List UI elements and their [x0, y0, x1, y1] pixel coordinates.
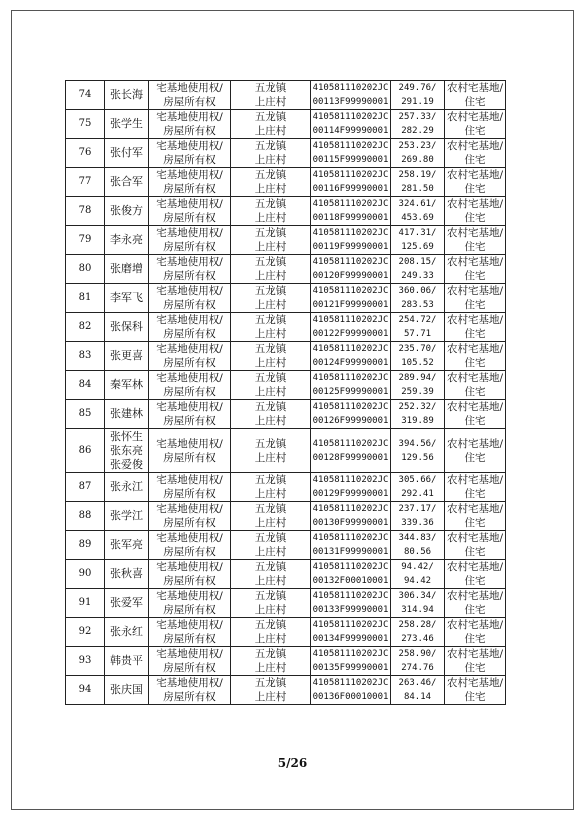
cell-parcel-code: 410581110202JC 00133F99990001: [311, 589, 391, 618]
cell-owner-name: 张更喜: [105, 342, 149, 371]
table-row: [66, 284, 506, 313]
table-row: [66, 342, 506, 371]
cell-owner-name: 张爱军: [105, 589, 149, 618]
cell-parcel-code: 410581110202JC 00131F99990001: [311, 531, 391, 560]
table-row: [66, 371, 506, 400]
table-row: [66, 110, 506, 139]
cell-right-type: 宅基地使用权/ 房屋所有权: [149, 197, 231, 226]
cell-right-type: 宅基地使用权/ 房屋所有权: [149, 618, 231, 647]
cell-area: 263.46/ 84.14: [391, 676, 445, 705]
cell-area: 237.17/ 339.36: [391, 502, 445, 531]
cell-owner-name: 张长海: [105, 81, 149, 110]
cell-location: 五龙镇 上庄村: [231, 647, 311, 676]
cell-right-type: 宅基地使用权/ 房屋所有权: [149, 255, 231, 284]
cell-owner-name: 张保科: [105, 313, 149, 342]
cell-right-type: 宅基地使用权/ 房屋所有权: [149, 139, 231, 168]
table-row: [66, 81, 506, 110]
cell-owner-name: 张合军: [105, 168, 149, 197]
cell-usage: 农村宅基地/ 住宅: [445, 676, 506, 705]
cell-parcel-code: 410581110202JC 00121F99990001: [311, 284, 391, 313]
cell-area: 258.90/ 274.76: [391, 647, 445, 676]
cell-location: 五龙镇 上庄村: [231, 531, 311, 560]
cell-number: 92: [66, 618, 105, 647]
cell-parcel-code: 410581110202JC 00124F99990001: [311, 342, 391, 371]
cell-area: 305.66/ 292.41: [391, 473, 445, 502]
cell-area: 254.72/ 57.71: [391, 313, 445, 342]
cell-location: 五龙镇 上庄村: [231, 429, 311, 473]
table-row: [66, 531, 506, 560]
cell-area: 94.42/ 94.42: [391, 560, 445, 589]
cell-number: 75: [66, 110, 105, 139]
cell-area: 235.70/ 105.52: [391, 342, 445, 371]
cell-number: 81: [66, 284, 105, 313]
cell-owner-name: 张付军: [105, 139, 149, 168]
cell-parcel-code: 410581110202JC 00129F99990001: [311, 473, 391, 502]
cell-area: 289.94/ 259.39: [391, 371, 445, 400]
cell-usage: 农村宅基地/ 住宅: [445, 560, 506, 589]
cell-location: 五龙镇 上庄村: [231, 81, 311, 110]
cell-owner-name: 李永亮: [105, 226, 149, 255]
cell-owner-name: 张永红: [105, 618, 149, 647]
cell-owner-name: 张永江: [105, 473, 149, 502]
cell-usage: 农村宅基地/ 住宅: [445, 81, 506, 110]
table-row: [66, 226, 506, 255]
cell-owner-name: 张庆国: [105, 676, 149, 705]
cell-usage: 农村宅基地/ 住宅: [445, 168, 506, 197]
cell-location: 五龙镇 上庄村: [231, 284, 311, 313]
cell-number: 94: [66, 676, 105, 705]
table-row: [66, 560, 506, 589]
cell-parcel-code: 410581110202JC 00132F00010001: [311, 560, 391, 589]
cell-usage: 农村宅基地/ 住宅: [445, 255, 506, 284]
table-row: [66, 197, 506, 226]
cell-owner-name: 秦军林: [105, 371, 149, 400]
cell-area: 324.61/ 453.69: [391, 197, 445, 226]
cell-number: 84: [66, 371, 105, 400]
records-body: [66, 81, 506, 705]
cell-usage: 农村宅基地/ 住宅: [445, 342, 506, 371]
cell-owner-name: 张军亮: [105, 531, 149, 560]
cell-right-type: 宅基地使用权/ 房屋所有权: [149, 168, 231, 197]
cell-number: 85: [66, 400, 105, 429]
table-row: [66, 429, 506, 473]
cell-location: 五龙镇 上庄村: [231, 226, 311, 255]
cell-area: 208.15/ 249.33: [391, 255, 445, 284]
cell-area: 394.56/ 129.56: [391, 429, 445, 473]
table-row: [66, 473, 506, 502]
cell-location: 五龙镇 上庄村: [231, 110, 311, 139]
cell-owner-name: 张秋喜: [105, 560, 149, 589]
cell-usage: 农村宅基地/ 住宅: [445, 226, 506, 255]
cell-usage: 农村宅基地/ 住宅: [445, 110, 506, 139]
cell-number: 91: [66, 589, 105, 618]
cell-parcel-code: 410581110202JC 00116F99990001: [311, 168, 391, 197]
cell-parcel-code: 410581110202JC 00119F99990001: [311, 226, 391, 255]
records-table: [65, 80, 506, 705]
table-row: [66, 618, 506, 647]
cell-number: 74: [66, 81, 105, 110]
cell-location: 五龙镇 上庄村: [231, 371, 311, 400]
cell-owner-name: 韩贵平: [105, 647, 149, 676]
cell-usage: 农村宅基地/ 住宅: [445, 618, 506, 647]
cell-area: 360.06/ 283.53: [391, 284, 445, 313]
page-number: 5/26: [277, 756, 308, 770]
cell-number: 82: [66, 313, 105, 342]
cell-right-type: 宅基地使用权/ 房屋所有权: [149, 560, 231, 589]
cell-parcel-code: 410581110202JC 00122F99990001: [311, 313, 391, 342]
cell-right-type: 宅基地使用权/ 房屋所有权: [149, 226, 231, 255]
table-row: [66, 502, 506, 531]
cell-area: 344.83/ 80.56: [391, 531, 445, 560]
cell-parcel-code: 410581110202JC 00114F99990001: [311, 110, 391, 139]
cell-number: 80: [66, 255, 105, 284]
cell-parcel-code: 410581110202JC 00113F99990001: [311, 81, 391, 110]
cell-owner-name: 李军飞: [105, 284, 149, 313]
cell-usage: 农村宅基地/ 住宅: [445, 313, 506, 342]
cell-parcel-code: 410581110202JC 00136F00010001: [311, 676, 391, 705]
cell-area: 258.28/ 273.46: [391, 618, 445, 647]
cell-owner-name: 张磨增: [105, 255, 149, 284]
cell-usage: 农村宅基地/ 住宅: [445, 400, 506, 429]
cell-number: 78: [66, 197, 105, 226]
cell-parcel-code: 410581110202JC 00126F99990001: [311, 400, 391, 429]
cell-owner-name: 张建林: [105, 400, 149, 429]
cell-parcel-code: 410581110202JC 00130F99990001: [311, 502, 391, 531]
cell-parcel-code: 410581110202JC 00115F99990001: [311, 139, 391, 168]
cell-usage: 农村宅基地/ 住宅: [445, 647, 506, 676]
cell-owner-name: 张学江: [105, 502, 149, 531]
cell-usage: 农村宅基地/ 住宅: [445, 284, 506, 313]
cell-location: 五龙镇 上庄村: [231, 168, 311, 197]
cell-location: 五龙镇 上庄村: [231, 502, 311, 531]
table-row: [66, 168, 506, 197]
cell-area: 249.76/ 291.19: [391, 81, 445, 110]
cell-right-type: 宅基地使用权/ 房屋所有权: [149, 589, 231, 618]
table-row: [66, 400, 506, 429]
cell-owner-name: 张俊方: [105, 197, 149, 226]
cell-right-type: 宅基地使用权/ 房屋所有权: [149, 400, 231, 429]
cell-number: 93: [66, 647, 105, 676]
cell-right-type: 宅基地使用权/ 房屋所有权: [149, 473, 231, 502]
cell-location: 五龙镇 上庄村: [231, 139, 311, 168]
cell-area: 257.33/ 282.29: [391, 110, 445, 139]
cell-number: 79: [66, 226, 105, 255]
cell-area: 417.31/ 125.69: [391, 226, 445, 255]
cell-right-type: 宅基地使用权/ 房屋所有权: [149, 531, 231, 560]
cell-location: 五龙镇 上庄村: [231, 197, 311, 226]
cell-number: 88: [66, 502, 105, 531]
cell-parcel-code: 410581110202JC 00120F99990001: [311, 255, 391, 284]
cell-right-type: 宅基地使用权/ 房屋所有权: [149, 647, 231, 676]
cell-parcel-code: 410581110202JC 00134F99990001: [311, 618, 391, 647]
cell-owner-name: 张学生: [105, 110, 149, 139]
cell-right-type: 宅基地使用权/ 房屋所有权: [149, 502, 231, 531]
cell-parcel-code: 410581110202JC 00128F99990001: [311, 429, 391, 473]
cell-number: 90: [66, 560, 105, 589]
cell-parcel-code: 410581110202JC 00118F99990001: [311, 197, 391, 226]
cell-usage: 农村宅基地/ 住宅: [445, 371, 506, 400]
cell-number: 83: [66, 342, 105, 371]
cell-area: 306.34/ 314.94: [391, 589, 445, 618]
cell-location: 五龙镇 上庄村: [231, 400, 311, 429]
table-row: [66, 139, 506, 168]
cell-location: 五龙镇 上庄村: [231, 255, 311, 284]
cell-owner-name: 张怀生 张东亮 张爱俊: [105, 429, 149, 473]
cell-number: 77: [66, 168, 105, 197]
cell-right-type: 宅基地使用权/ 房屋所有权: [149, 676, 231, 705]
cell-location: 五龙镇 上庄村: [231, 618, 311, 647]
cell-location: 五龙镇 上庄村: [231, 342, 311, 371]
cell-right-type: 宅基地使用权/ 房屋所有权: [149, 429, 231, 473]
cell-area: 252.32/ 319.89: [391, 400, 445, 429]
cell-right-type: 宅基地使用权/ 房屋所有权: [149, 313, 231, 342]
cell-right-type: 宅基地使用权/ 房屋所有权: [149, 284, 231, 313]
cell-right-type: 宅基地使用权/ 房屋所有权: [149, 110, 231, 139]
cell-area: 258.19/ 281.50: [391, 168, 445, 197]
cell-parcel-code: 410581110202JC 00135F99990001: [311, 647, 391, 676]
cell-usage: 农村宅基地/ 住宅: [445, 429, 506, 473]
cell-location: 五龙镇 上庄村: [231, 560, 311, 589]
cell-number: 89: [66, 531, 105, 560]
table-row: [66, 676, 506, 705]
cell-location: 五龙镇 上庄村: [231, 676, 311, 705]
cell-number: 87: [66, 473, 105, 502]
table-row: [66, 647, 506, 676]
cell-usage: 农村宅基地/ 住宅: [445, 589, 506, 618]
cell-right-type: 宅基地使用权/ 房屋所有权: [149, 371, 231, 400]
table-row: [66, 589, 506, 618]
cell-right-type: 宅基地使用权/ 房屋所有权: [149, 81, 231, 110]
cell-usage: 农村宅基地/ 住宅: [445, 197, 506, 226]
cell-parcel-code: 410581110202JC 00125F99990001: [311, 371, 391, 400]
cell-right-type: 宅基地使用权/ 房屋所有权: [149, 342, 231, 371]
cell-number: 86: [66, 429, 105, 473]
cell-usage: 农村宅基地/ 住宅: [445, 531, 506, 560]
cell-usage: 农村宅基地/ 住宅: [445, 473, 506, 502]
cell-location: 五龙镇 上庄村: [231, 313, 311, 342]
cell-number: 76: [66, 139, 105, 168]
cell-area: 253.23/ 269.80: [391, 139, 445, 168]
cell-usage: 农村宅基地/ 住宅: [445, 139, 506, 168]
cell-location: 五龙镇 上庄村: [231, 589, 311, 618]
cell-location: 五龙镇 上庄村: [231, 473, 311, 502]
cell-usage: 农村宅基地/ 住宅: [445, 502, 506, 531]
table-row: [66, 255, 506, 284]
table-row: [66, 313, 506, 342]
